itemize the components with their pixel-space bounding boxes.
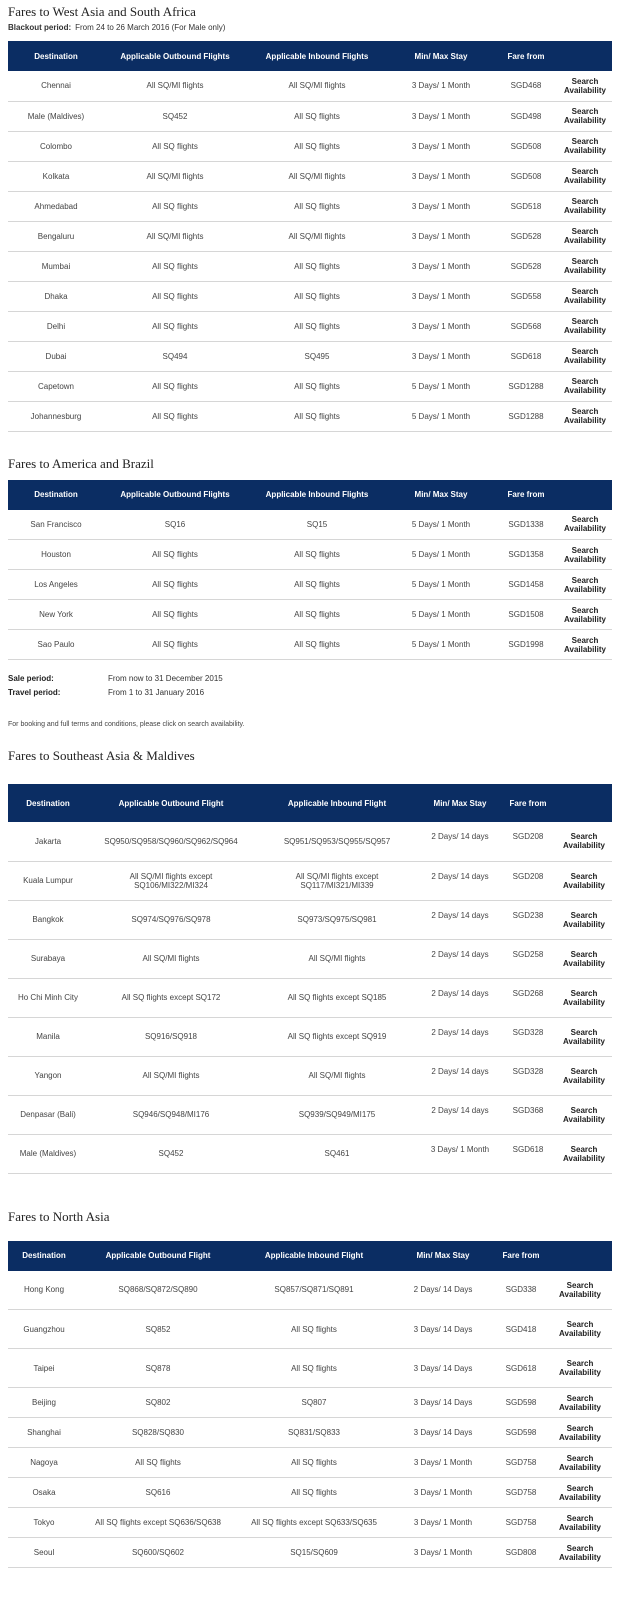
table-row [8,401,612,431]
outbound-cell: All SQ/MI flights [88,1056,254,1095]
header-action [556,784,612,822]
inbound-cell: SQ857/SQ871/SQ891 [236,1271,392,1310]
destination-cell: Male (Maldives) [8,101,104,131]
table-row [8,371,612,401]
inbound-cell: All SQ flights [236,1310,392,1349]
table-row [8,1478,612,1508]
stay-cell: 2 Days/ 14 days [420,1095,500,1134]
inbound-cell: All SQ flights [246,401,388,431]
fare-cell: SGD1338 [494,510,558,540]
sale-period [8,672,612,686]
inbound-cell: All SQ/MI flights [246,161,388,191]
fare-cell: SGD418 [494,1310,548,1349]
header-stay: Min/ Max Stay [392,1241,494,1271]
stay-cell: 3 Days/ 1 Month [388,191,494,221]
inbound-cell: All SQ flights [246,630,388,660]
destination-cell: Chennai [8,71,104,101]
destination-cell: Sao Paulo [8,630,104,660]
fare-cell: SGD1358 [494,540,558,570]
inbound-cell: All SQ flights [246,251,388,281]
table-row [8,311,612,341]
header-action [548,1241,612,1271]
outbound-cell: All SQ flights except SQ172 [88,978,254,1017]
table-row [8,900,612,939]
destination-cell: Kuala Lumpur [8,861,88,900]
header-destination: Destination [8,784,88,822]
stay-cell: 5 Days/ 1 Month [388,570,494,600]
search-availability-link[interactable]: Search Availability [556,1095,612,1134]
destination-cell: Dubai [8,341,104,371]
stay-cell: 2 Days/ 14 days [420,1017,500,1056]
destination-cell: Los Angeles [8,570,104,600]
fare-cell: SGD258 [500,939,556,978]
search-availability-link[interactable]: Search Availability [558,131,612,161]
inbound-cell: All SQ flights [236,1349,392,1388]
destination-cell: Colombo [8,131,104,161]
outbound-cell: All SQ flights [104,540,246,570]
fare-cell: SGD598 [494,1388,548,1418]
table-row [8,1448,612,1478]
search-availability-link[interactable]: Search Availability [558,311,612,341]
sale-period-value: From now to 31 December 2015 [108,674,223,683]
search-availability-link[interactable]: Search Availability [558,540,612,570]
outbound-cell: SQ494 [104,341,246,371]
fare-cell: SGD1288 [494,371,558,401]
outbound-cell: All SQ flights [104,251,246,281]
table-row [8,1538,612,1568]
outbound-cell: SQ868/SQ872/SQ890 [80,1271,236,1310]
outbound-cell: SQ916/SQ918 [88,1017,254,1056]
table-row [8,861,612,900]
stay-cell: 3 Days/ 1 Month [388,71,494,101]
outbound-cell: All SQ/MI flights except SQ106/MI322/MI324 [88,861,254,900]
outbound-cell: All SQ flights [104,311,246,341]
outbound-cell: SQ946/SQ948/MI176 [88,1095,254,1134]
header-outbound: Applicable Outbound Flights [104,41,246,71]
inbound-cell: All SQ flights [246,570,388,600]
table-row [8,1418,612,1448]
search-availability-link[interactable]: Search Availability [556,861,612,900]
search-availability-link[interactable]: Search Availability [558,161,612,191]
table-body [8,510,612,660]
north-asia-title: Fares to North Asia [8,1208,110,1224]
inbound-cell: All SQ flights [246,371,388,401]
fare-cell: SGD528 [494,251,558,281]
stay-cell: 5 Days/ 1 Month [388,540,494,570]
table-row [8,1271,612,1310]
destination-cell: Bangkok [8,900,88,939]
inbound-cell: All SQ flights except SQ633/SQ635 [236,1508,392,1538]
search-availability-link[interactable]: Search Availability [558,600,612,630]
search-availability-link[interactable]: Search Availability [556,978,612,1017]
southeast-asia-table [8,784,612,1174]
table-row [8,161,612,191]
search-availability-link[interactable]: Search Availability [558,371,612,401]
inbound-cell: All SQ flights except SQ185 [254,978,420,1017]
destination-cell: Manila [8,1017,88,1056]
fare-cell: SGD208 [500,861,556,900]
blackout-period [8,21,612,35]
header-outbound: Applicable Outbound Flights [104,480,246,510]
fare-cell: SGD498 [494,101,558,131]
outbound-cell: All SQ flights [104,600,246,630]
outbound-cell: All SQ flights [80,1448,236,1478]
destination-cell: Nagoya [8,1448,80,1478]
blackout-label: Blackout period: [8,23,72,32]
destination-cell: Male (Maldives) [8,1134,88,1173]
fare-cell: SGD328 [500,1056,556,1095]
fare-cell: SGD528 [494,221,558,251]
search-availability-link[interactable]: Search Availability [556,822,612,861]
header-stay: Min/ Max Stay [388,480,494,510]
stay-cell: 5 Days/ 1 Month [388,510,494,540]
destination-cell: Surabaya [8,939,88,978]
fare-cell: SGD598 [494,1418,548,1448]
outbound-cell: All SQ flights [104,131,246,161]
destination-cell: San Francisco [8,510,104,540]
stay-cell: 3 Days/ 1 Month [388,221,494,251]
table-row [8,630,612,660]
outbound-cell: SQ878 [80,1349,236,1388]
search-availability-link[interactable]: Search Availability [548,1388,612,1418]
search-availability-link[interactable]: Search Availability [548,1538,612,1568]
stay-cell: 3 Days/ 14 Days [392,1388,494,1418]
stay-cell: 3 Days/ 1 Month [392,1508,494,1538]
destination-cell: Osaka [8,1478,80,1508]
blackout-value: From 24 to 26 March 2016 (For Male only) [75,23,226,32]
search-availability-link[interactable]: Search Availability [558,570,612,600]
inbound-cell: All SQ/MI flights [254,1056,420,1095]
destination-cell: Delhi [8,311,104,341]
destination-cell: Denpasar (Bali) [8,1095,88,1134]
outbound-cell: All SQ flights [104,630,246,660]
fare-cell: SGD468 [494,71,558,101]
destination-cell: Ahmedabad [8,191,104,221]
travel-period-label: Travel period: [8,688,61,697]
header-destination: Destination [8,1241,80,1271]
outbound-cell: SQ802 [80,1388,236,1418]
travel-period-value: From 1 to 31 January 2016 [108,688,205,697]
fare-cell: SGD568 [494,311,558,341]
north-asia-table [8,1241,612,1569]
inbound-cell: SQ15 [246,510,388,540]
outbound-cell: SQ452 [88,1134,254,1173]
stay-cell: 3 Days/ 1 Month [392,1478,494,1508]
table-row [8,510,612,540]
inbound-cell: SQ495 [246,341,388,371]
table-row [8,191,612,221]
stay-cell: 3 Days/ 1 Month [388,101,494,131]
fare-cell: SGD518 [494,191,558,221]
table-row [8,1508,612,1538]
table-row [8,1056,612,1095]
outbound-cell: All SQ flights [104,570,246,600]
inbound-cell: SQ831/SQ833 [236,1418,392,1448]
header-inbound: Applicable Inbound Flight [236,1241,392,1271]
destination-cell: Mumbai [8,251,104,281]
fare-cell: SGD328 [500,1017,556,1056]
stay-cell: 5 Days/ 1 Month [388,401,494,431]
outbound-cell: All SQ/MI flights [88,939,254,978]
fare-cell: SGD508 [494,131,558,161]
header-outbound: Applicable Outbound Flight [80,1241,236,1271]
travel-period [8,686,612,700]
table-row [8,570,612,600]
inbound-cell: All SQ flights [236,1448,392,1478]
inbound-cell: All SQ flights [236,1478,392,1508]
destination-cell: Jakarta [8,822,88,861]
search-availability-link[interactable]: Search Availability [556,1017,612,1056]
inbound-cell: SQ807 [236,1388,392,1418]
outbound-cell: All SQ/MI flights [104,161,246,191]
stay-cell: 3 Days/ 14 Days [392,1310,494,1349]
outbound-cell: SQ974/SQ976/SQ978 [88,900,254,939]
destination-cell: Kolkata [8,161,104,191]
outbound-cell: SQ16 [104,510,246,540]
table-body [8,822,612,1173]
stay-cell: 5 Days/ 1 Month [388,600,494,630]
table-row [8,822,612,861]
stay-cell: 2 Days/ 14 days [420,978,500,1017]
destination-cell: Capetown [8,371,104,401]
header-inbound: Applicable Inbound Flights [246,41,388,71]
inbound-cell: SQ973/SQ975/SQ981 [254,900,420,939]
header-action [558,41,612,71]
inbound-cell: All SQ flights [246,540,388,570]
america-table [8,480,612,661]
outbound-cell: SQ616 [80,1478,236,1508]
outbound-cell: All SQ flights [104,401,246,431]
destination-cell: Ho Chi Minh City [8,978,88,1017]
stay-cell: 2 Days/ 14 days [420,822,500,861]
fare-cell: SGD758 [494,1478,548,1508]
search-availability-link[interactable]: Search Availability [558,101,612,131]
search-availability-link[interactable]: Search Availability [558,71,612,101]
fare-cell: SGD268 [500,978,556,1017]
stay-cell: 2 Days/ 14 days [420,900,500,939]
table-row [8,221,612,251]
table-row [8,281,612,311]
stay-cell: 3 Days/ 1 Month [388,281,494,311]
outbound-cell: All SQ/MI flights [104,221,246,251]
inbound-cell: All SQ flights [246,191,388,221]
table-row [8,71,612,101]
destination-cell: New York [8,600,104,630]
destination-cell: Seoul [8,1538,80,1568]
destination-cell: Tokyo [8,1508,80,1538]
stay-cell: 3 Days/ 1 Month [388,131,494,161]
destination-cell: Johannesburg [8,401,104,431]
destination-cell: Beijing [8,1388,80,1418]
header-inbound: Applicable Inbound Flight [254,784,420,822]
fare-cell: SGD1288 [494,401,558,431]
outbound-cell: All SQ flights [104,281,246,311]
stay-cell: 3 Days/ 14 Days [392,1349,494,1388]
stay-cell: 3 Days/ 1 Month [388,311,494,341]
fare-cell: SGD758 [494,1508,548,1538]
fare-cell: SGD238 [500,900,556,939]
outbound-cell: SQ950/SQ958/SQ960/SQ962/SQ964 [88,822,254,861]
outbound-cell: All SQ flights [104,371,246,401]
inbound-cell: All SQ/MI flights except SQ117/MI321/MI339 [254,861,420,900]
stay-cell: 3 Days/ 1 Month [388,161,494,191]
fare-cell: SGD618 [500,1134,556,1173]
header-outbound: Applicable Outbound Flight [88,784,254,822]
search-availability-link[interactable]: Search Availability [548,1271,612,1310]
inbound-cell: All SQ flights except SQ919 [254,1017,420,1056]
search-availability-link[interactable]: Search Availability [558,281,612,311]
inbound-cell: All SQ flights [246,311,388,341]
inbound-cell: SQ939/SQ949/MI175 [254,1095,420,1134]
header-fare: Fare from [494,41,558,71]
table-row [8,939,612,978]
search-availability-link[interactable]: Search Availability [558,401,612,431]
search-availability-link[interactable]: Search Availability [558,251,612,281]
stay-cell: 2 Days/ 14 Days [392,1271,494,1310]
stay-cell: 3 Days/ 1 Month [392,1448,494,1478]
table-row [8,600,612,630]
fare-cell: SGD618 [494,341,558,371]
table-row [8,540,612,570]
fare-cell: SGD808 [494,1538,548,1568]
fare-cell: SGD758 [494,1448,548,1478]
fare-cell: SGD1458 [494,570,558,600]
destination-cell: Guangzhou [8,1310,80,1349]
header-destination: Destination [8,41,104,71]
fare-cell: SGD208 [500,822,556,861]
search-availability-link[interactable]: Search Availability [558,191,612,221]
inbound-cell: All SQ/MI flights [246,71,388,101]
search-availability-link[interactable]: Search Availability [556,1056,612,1095]
destination-cell: Shanghai [8,1418,80,1448]
header-inbound: Applicable Inbound Flights [246,480,388,510]
inbound-cell: All SQ flights [246,281,388,311]
fare-cell: SGD508 [494,161,558,191]
inbound-cell: SQ951/SQ953/SQ955/SQ957 [254,822,420,861]
search-availability-link[interactable]: Search Availability [556,900,612,939]
header-stay: Min/ Max Stay [388,41,494,71]
table-body [8,71,612,431]
search-availability-link[interactable]: Search Availability [556,1134,612,1173]
fare-cell: SGD558 [494,281,558,311]
table-row [8,1349,612,1388]
stay-cell: 3 Days/ 1 Month [388,341,494,371]
search-availability-link[interactable]: Search Availability [548,1448,612,1478]
destination-cell: Hong Kong [8,1271,80,1310]
inbound-cell: All SQ/MI flights [246,221,388,251]
fare-cell: SGD1998 [494,630,558,660]
inbound-cell: All SQ flights [246,131,388,161]
outbound-cell: All SQ flights except SQ636/SQ638 [80,1508,236,1538]
fare-cell: SGD338 [494,1271,548,1310]
search-availability-link[interactable]: Search Availability [548,1478,612,1508]
sale-period-label: Sale period: [8,674,54,683]
inbound-cell: All SQ flights [246,101,388,131]
header-action [558,480,612,510]
stay-cell: 2 Days/ 14 days [420,1056,500,1095]
inbound-cell: All SQ flights [246,600,388,630]
stay-cell: 2 Days/ 14 days [420,861,500,900]
stay-cell: 3 Days/ 1 Month [420,1134,500,1173]
destination-cell: Yangon [8,1056,88,1095]
destination-cell: Bengaluru [8,221,104,251]
table-header-row [8,41,612,71]
search-availability-link[interactable]: Search Availability [558,341,612,371]
fare-cell: SGD618 [494,1349,548,1388]
stay-cell: 5 Days/ 1 Month [388,630,494,660]
inbound-cell: SQ461 [254,1134,420,1173]
west-asia-table [8,41,612,432]
outbound-cell: SQ852 [80,1310,236,1349]
table-body [8,1271,612,1568]
header-stay: Min/ Max Stay [420,784,500,822]
search-availability-link[interactable]: Search Availability [548,1349,612,1388]
header-fare: Fare from [494,480,558,510]
search-availability-link[interactable]: Search Availability [558,221,612,251]
outbound-cell: All SQ/MI flights [104,71,246,101]
table-row [8,1134,612,1173]
header-fare: Fare from [494,1241,548,1271]
table-header-row [8,480,612,510]
inbound-cell: SQ15/SQ609 [236,1538,392,1568]
table-row [8,131,612,161]
table-row [8,1310,612,1349]
fare-cell: SGD368 [500,1095,556,1134]
search-availability-link[interactable]: Search Availability [548,1418,612,1448]
table-row [8,1017,612,1056]
outbound-cell: All SQ flights [104,191,246,221]
stay-cell: 2 Days/ 14 days [420,939,500,978]
table-row [8,978,612,1017]
outbound-cell: SQ452 [104,101,246,131]
table-row [8,1095,612,1134]
search-availability-link[interactable]: Search Availability [558,510,612,540]
search-availability-link[interactable]: Search Availability [548,1508,612,1538]
destination-cell: Taipei [8,1349,80,1388]
outbound-cell: SQ828/SQ830 [80,1418,236,1448]
header-destination: Destination [8,480,104,510]
america-title: Fares to America and Brazil [8,455,154,471]
destination-cell: Dhaka [8,281,104,311]
search-availability-link[interactable]: Search Availability [556,939,612,978]
stay-cell: 5 Days/ 1 Month [388,371,494,401]
search-availability-link[interactable]: Search Availability [558,630,612,660]
table-row [8,101,612,131]
west-asia-title: Fares to West Asia and South Africa [8,4,196,19]
stay-cell: 3 Days/ 1 Month [392,1538,494,1568]
search-availability-link[interactable]: Search Availability [548,1310,612,1349]
fare-cell: SGD1508 [494,600,558,630]
inbound-cell: All SQ/MI flights [254,939,420,978]
table-row [8,341,612,371]
destination-cell: Houston [8,540,104,570]
table-header-row [8,784,612,822]
outbound-cell: SQ600/SQ602 [80,1538,236,1568]
header-fare: Fare from [500,784,556,822]
table-row [8,251,612,281]
southeast-asia-title: Fares to Southeast Asia & Maldives [8,748,195,763]
table-header-row [8,1241,612,1271]
stay-cell: 3 Days/ 1 Month [388,251,494,281]
stay-cell: 3 Days/ 14 Days [392,1418,494,1448]
table-row [8,1388,612,1418]
booking-note: For booking and full terms and conditions, please click on search availability. [8,721,245,728]
